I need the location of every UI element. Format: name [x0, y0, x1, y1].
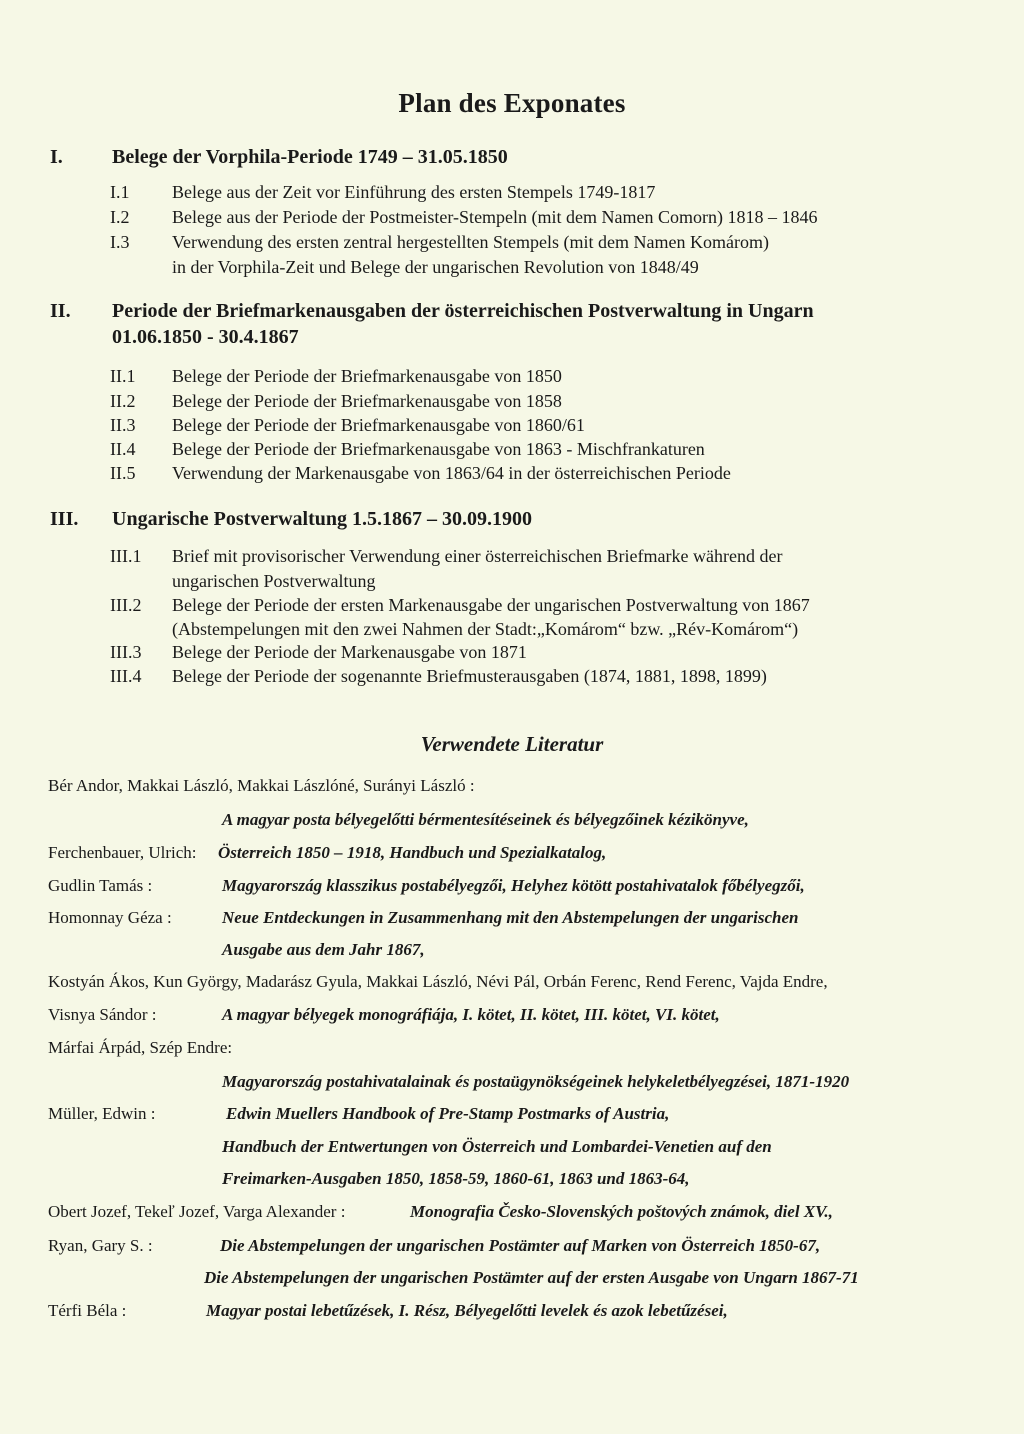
lit-work-terfi: Magyar postai lebetűzések, I. Rész, Bélyegelőtti levelek és azok lebetűzései,: [206, 1301, 728, 1320]
section-2-number: II.: [50, 300, 71, 322]
lit-author-ber: Bér Andor, Makkai László, Makkai Lászlóné, Surányi László :: [48, 776, 475, 795]
item-2-1-number: II.1: [110, 366, 136, 386]
literature-title: Verwendete Literatur: [420, 732, 604, 756]
item-1-3-number: I.3: [110, 232, 130, 252]
section-3-title: Ungarische Postverwaltung 1.5.1867 – 30.09.1900: [112, 508, 532, 530]
item-2-5-text: Verwendung der Markenausgabe von 1863/64 in der österreichischen Periode: [172, 463, 731, 483]
item-3-4-text: Belege der Periode der sogenannte Briefmusterausgaben (1874, 1881, 1898, 1899): [172, 666, 767, 686]
item-2-1-text: Belege der Periode der Briefmarkenausgabe von 1850: [172, 366, 562, 386]
item-3-3-text: Belege der Periode der Markenausgabe von 1871: [172, 642, 527, 662]
lit-author-ryan: Ryan, Gary S. :: [48, 1236, 153, 1255]
section-3-number: III.: [50, 508, 79, 530]
lit-author-visnya: Visnya Sándor :: [48, 1005, 157, 1024]
section-1-title: Belege der Vorphila-Periode 1749 – 31.05.1850: [112, 146, 508, 168]
item-3-1-number: III.1: [110, 546, 142, 566]
item-1-1-text: Belege aus der Zeit vor Einführung des ersten Stempels 1749-1817: [172, 182, 656, 202]
lit-work-muller-cont-2: Freimarken-Ausgaben 1850, 1858-59, 1860-61, 1863 und 1863-64,: [222, 1169, 690, 1188]
lit-work-ryan: Die Abstempelungen der ungarischen Postämter auf Marken von Österreich 1850-67,: [220, 1236, 821, 1255]
lit-author-gudlin: Gudlin Tamás :: [48, 876, 153, 895]
lit-work-ber: A magyar posta bélyegelőtti bérmentesítéseinek és bélyegzőinek kézikönyve,: [222, 810, 749, 829]
lit-work-ryan-cont: Die Abstempelungen der ungarischen Postämter auf der ersten Ausgabe von Ungarn 1867-71: [204, 1268, 859, 1287]
item-3-2-text-cont: (Abstempelungen mit den zwei Nahmen der Stadt:„Komárom“ bzw. „Rév-Komárom“): [172, 619, 799, 639]
item-2-5-number: II.5: [110, 463, 136, 483]
lit-author-obert: Obert Jozef, Tekeľ Jozef, Varga Alexander :: [48, 1202, 346, 1221]
item-3-3-number: III.3: [110, 642, 142, 662]
item-2-2-text: Belege der Periode der Briefmarkenausgabe von 1858: [172, 391, 562, 411]
lit-work-marfai: Magyarország postahivatalainak és postaügynökségeinek helykeletbélyegzései, 1871-1920: [222, 1072, 850, 1091]
lit-work-muller-cont-1: Handbuch der Entwertungen von Österreich und Lombardei-Venetien auf den: [222, 1137, 772, 1156]
lit-work-gudlin: Magyarország klasszikus postabélyegzői, Helyhez kötött postahivatalok főbélyegzői,: [222, 876, 805, 895]
lit-author-terfi: Térfi Béla :: [48, 1301, 127, 1320]
page-title: Plan des Exponates: [398, 88, 626, 118]
lit-work-obert: Monografia Česko-Slovenských poštových známok, diel XV.,: [410, 1202, 833, 1221]
item-3-1-text-cont: ungarischen Postverwaltung: [172, 571, 376, 591]
lit-author-ferchenbauer: Ferchenbauer, Ulrich:: [48, 843, 197, 862]
item-3-4-number: III.4: [110, 666, 142, 686]
item-3-2-text: Belege der Periode der ersten Markenausgabe der ungarischen Postverwaltung von 1867: [172, 595, 810, 615]
item-1-2-text: Belege aus der Periode der Postmeister-Stempeln (mit dem Namen Comorn) 1818 – 1846: [172, 207, 818, 227]
item-2-4-text: Belege der Periode der Briefmarkenausgabe von 1863 - Mischfrankaturen: [172, 439, 705, 459]
section-1-number: I.: [50, 146, 63, 168]
lit-author-homonnay: Homonnay Géza :: [48, 908, 172, 927]
lit-work-homonnay: Neue Entdeckungen in Zusammenhang mit den Abstempelungen der ungarischen: [222, 908, 799, 927]
item-2-4-number: II.4: [110, 439, 136, 459]
lit-work-homonnay-cont: Ausgabe aus dem Jahr 1867,: [222, 940, 425, 959]
lit-author-kostyan: Kostyán Ákos, Kun György, Madarász Gyula, Makkai László, Névi Pál, Orbán Ferenc, Rend Ferenc, Vajda Endre,: [48, 972, 828, 991]
item-1-3-text-cont: in der Vorphila-Zeit und Belege der ungarischen Revolution von 1848/49: [172, 257, 699, 277]
item-3-1-text: Brief mit provisorischer Verwendung einer österreichischen Briefmarke während der: [172, 546, 783, 566]
item-2-3-number: II.3: [110, 415, 136, 435]
section-2-title: Periode der Briefmarkenausgaben der österreichischen Postverwaltung in Ungarn: [112, 300, 814, 322]
lit-author-muller: Müller, Edwin :: [48, 1104, 156, 1123]
section-2-title-dates: 01.06.1850 - 30.4.1867: [112, 326, 299, 348]
item-2-3-text: Belege der Periode der Briefmarkenausgabe von 1860/61: [172, 415, 585, 435]
item-2-2-number: II.2: [110, 391, 136, 411]
item-1-2-number: I.2: [110, 207, 130, 227]
item-1-3-text: Verwendung des ersten zentral hergestellten Stempels (mit dem Namen Komárom): [172, 232, 769, 252]
item-3-2-number: III.2: [110, 595, 142, 615]
lit-work-visnya: A magyar bélyegek monográfiája, I. kötet, II. kötet, III. kötet, VI. kötet,: [222, 1005, 720, 1024]
lit-author-marfai: Márfai Árpád, Szép Endre:: [48, 1038, 233, 1057]
item-1-1-number: I.1: [110, 182, 130, 202]
lit-work-muller: Edwin Muellers Handbook of Pre-Stamp Postmarks of Austria,: [226, 1104, 670, 1123]
lit-work-ferchenbauer: Österreich 1850 – 1918, Handbuch und Spezialkatalog,: [218, 843, 607, 862]
